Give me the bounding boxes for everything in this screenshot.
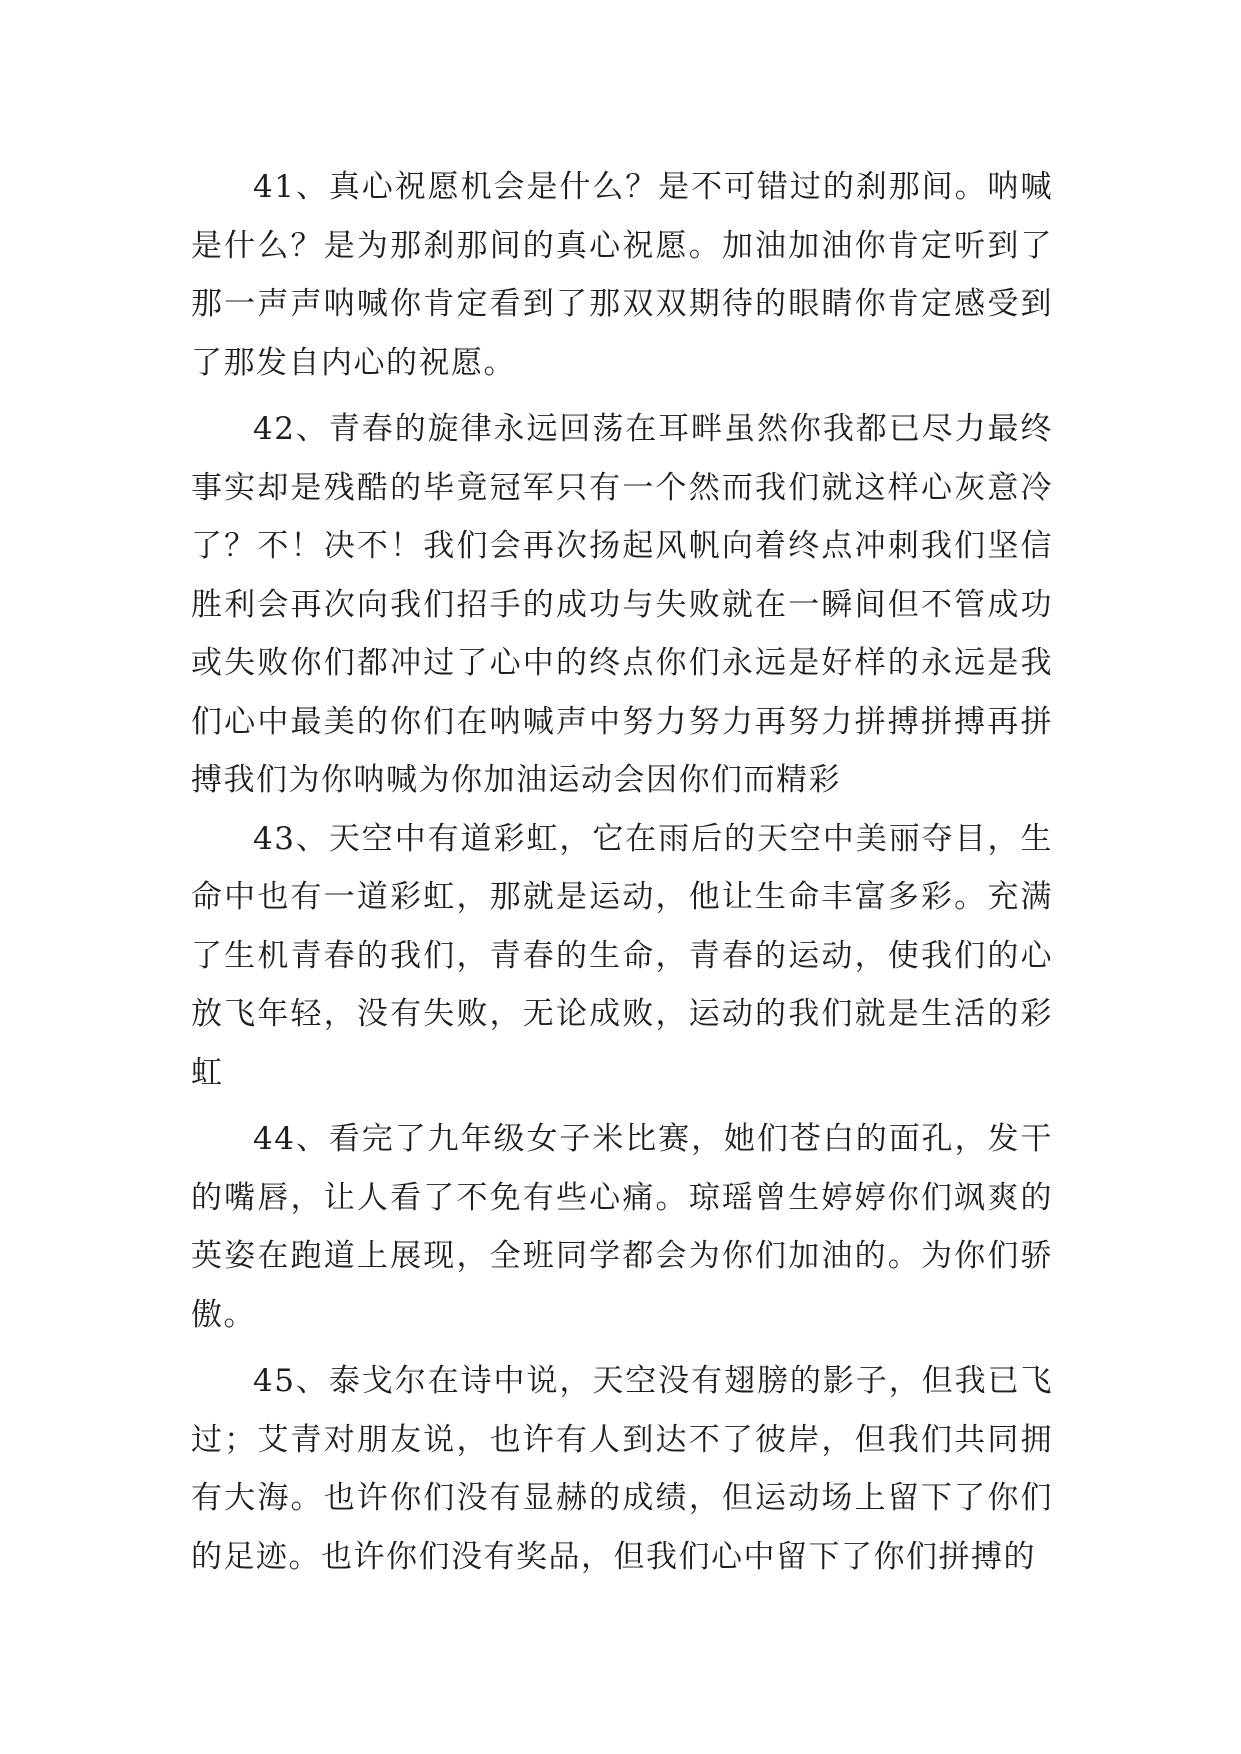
paragraph-43: 43、天空中有道彩虹，它在雨后的天空中美丽夺目，生命中也有一道彩虹，那就是运动，他让生命丰富多彩。充满了生机青春的我们，青春的生命，青春的运动，使我们的心放飞年轻，没有失败，无论成败，运动的我们就是生活的彩虹 <box>191 820 1053 1091</box>
document-page <box>191 158 1053 1586</box>
paragraph-44: 44、看完了九年级女子米比赛，她们苍白的面孔，发干的嘴唇，让人看了不免有些心痛。琼瑶曾生婷婷你们飒爽的英姿在跑道上展现，全班同学都会为你们加油的。为你们骄傲。 <box>191 1121 1053 1333</box>
paragraph-41: 41、真心祝愿机会是什么？是不可错过的刹那间。呐喊是什么？是为那刹那间的真心祝愿。加油加油你肯定听到了那一声声呐喊你肯定看到了那双双期待的眼睛你肯定感受到了那发自内心的祝愿。 <box>191 169 1053 381</box>
paragraph-45: 45、泰戈尔在诗中说，天空没有翅膀的影子，但我已飞过；艾青对朋友说，也许有人到达不了彼岸，但我们共同拥有大海。也许你们没有显赫的成绩，但运动场上留下了你们的足迹。也许你们没有奖品，但我们心中留下了你们拼搏的 <box>191 1363 1053 1575</box>
paragraph-42: 42、青春的旋律永远回荡在耳畔虽然你我都已尽力最终事实却是残酷的毕竟冠军只有一个然而我们就这样心灰意冷了？不！决不！我们会再次扬起风帆向着终点冲刺我们坚信胜利会再次向我们招手的成功与失败就在一瞬间但不管成功或失败你们都冲过了心中的终点你们永远是好样的永远是我们心中最美的你们在呐喊声中努力努力再努力拼搏拼搏再拼搏我们为你呐喊为你加油运动会因你们而精彩 <box>191 411 1053 798</box>
